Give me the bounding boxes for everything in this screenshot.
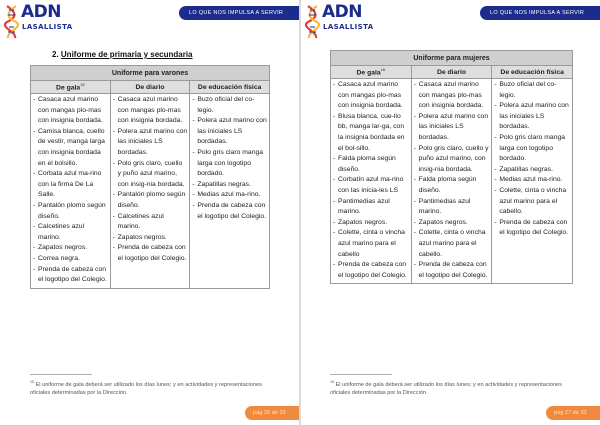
list-item: - Casaca azul marino con mangas plo-mas con insignia bordada.: [33, 95, 108, 127]
list-item: - Blusa blanca, cue-llo bb, manga lar-ga, con la insignia bordada en el bol-sillo.: [333, 112, 409, 154]
list-item: - Pantimedias azul marino.: [333, 197, 409, 218]
list-item: - Medias azul ma-rino.: [494, 175, 570, 186]
table-row: [31, 94, 270, 289]
list-item: - Calcetines azul marino.: [33, 222, 108, 243]
footnote-divider: [30, 374, 92, 375]
section-title: [52, 50, 193, 59]
list-item: - Colette, cinta o vincha azul marino para el cabello.: [414, 228, 490, 260]
header-tagline: LO QUE NOS IMPULSA A SERVIR: [480, 6, 600, 20]
list-item: - Camisa blanca, cuello de vestir, manga larga con insignia bordada en el bolsillo.: [33, 127, 108, 169]
list-item: - Polera azul marino con las iniciales LS bordadas.: [414, 112, 490, 144]
column-header-diario: De diario: [411, 66, 492, 79]
list-item: - Polo gris claro manga larga con logotipo bordado.: [192, 148, 267, 180]
brand-logo: [4, 2, 73, 41]
list-item: - Falda ploma según diseño.: [333, 154, 409, 175]
list-item: - Pantalón plomo según diseño.: [33, 201, 108, 222]
list-item: - Buzo oficial del co-legio.: [192, 95, 267, 116]
list-item: - Calcetines azul marino.: [113, 212, 188, 233]
dna-helix-icon: [4, 5, 20, 39]
list-item: - Casaca azul marino con mangas plo-mas con insignia bordada.: [414, 80, 490, 112]
table-cell-educacion-fisica: [492, 79, 573, 284]
list-item: - Zapatillas negras.: [192, 180, 267, 191]
list-item: - Medias azul ma-rino.: [192, 190, 267, 201]
list-item: - Casaca azul marino con mangas plo-mas con insignia bordada.: [333, 80, 409, 112]
list-item: - Colette, cinta o vincha azul marino para el cabello: [333, 228, 409, 260]
uniform-table-boys: [30, 65, 270, 289]
table-caption: Uniforme para varones: [31, 66, 270, 81]
table-cell-diario: [110, 94, 190, 289]
list-item: - Pantimedias azul marino.: [414, 197, 490, 218]
footnote: $^{15}$ El uniforme de gala deberá ser utilizado los días lunes; y en actividades y representaciones oficiales determinadas por la Dirección.: [30, 380, 262, 396]
uniform-table-girls: [330, 50, 573, 284]
brand-subtitle: LASALLISTA: [22, 23, 73, 31]
footnote-ref: 16: [380, 67, 386, 73]
column-header-diario: De diario: [110, 81, 190, 94]
list-item: - Polera azul marino con las iniciales LS bordadas.: [494, 101, 570, 133]
brand-wordmark: ADN: [322, 2, 362, 22]
table-caption: Uniforme para mujeres: [331, 51, 573, 66]
list-item: - Falda ploma según diseño.: [414, 175, 490, 196]
table-cell-diario: [411, 79, 492, 284]
list-item: - Prenda de cabeza con el logotipo del Colegio.: [494, 218, 570, 239]
list-item: - Prenda de cabeza con el logotipo del Colegio.: [113, 243, 188, 264]
list-item: - Zapatos negros.: [414, 218, 490, 229]
list-item: - Prenda de cabeza con el logotipo del Colegio.: [192, 201, 267, 222]
brand-subtitle: LASALLISTA: [323, 23, 374, 31]
list-item: - Correa negra.: [33, 254, 108, 265]
column-header-educacion-fisica: De educación física: [492, 66, 573, 79]
list-item: - Colette, cinta o vincha azul marino para el cabello.: [494, 186, 570, 218]
column-header-educacion-fisica: De educación física: [190, 81, 270, 94]
table-cell-educacion-fisica: [190, 94, 270, 289]
list-item: - Prenda de cabeza con el logotipo del Colegio.: [414, 260, 490, 281]
list-item: - Polo gris claro, cuello y puño azul marino, con insig-nia bordada.: [113, 159, 188, 191]
section-title-text: Uniforme de primaria y secundaria: [60, 50, 193, 59]
page-left: [0, 0, 299, 425]
list-item: - Polo gris claro, cuello y puño azul marino, con insig-nia bordada.: [414, 144, 490, 176]
footnote-ref: 15: [80, 82, 85, 88]
page-number: pág 27 de 33: [546, 406, 600, 420]
brand-wordmark: ADN: [21, 2, 61, 22]
dna-helix-icon: [305, 5, 321, 39]
section-number: 2.: [52, 50, 59, 59]
table-row: [331, 79, 573, 284]
list-item: - Zapatos negros.: [333, 218, 409, 229]
header-tagline: LO QUE NOS IMPULSA A SERVIR: [179, 6, 299, 20]
brand-logo: [305, 2, 374, 41]
page-number: pág 26 de 33: [245, 406, 299, 420]
list-item: - Prenda de cabeza con el logotipo del Colegio.: [333, 260, 409, 281]
footnote-divider: [330, 374, 392, 375]
list-item: - Polera azul marino con las iniciales LS bordadas.: [192, 116, 267, 148]
page-right: [301, 0, 600, 425]
list-item: - Prenda de cabeza con el logotipo del Colegio.: [33, 265, 108, 286]
table-cell-gala: [31, 94, 111, 289]
table-cell-gala: [331, 79, 412, 284]
list-item: - Casaca azul marino con mangas plo-mas con insignia bordada.: [113, 95, 188, 127]
list-item: - Pantalón plomo según diseño.: [113, 190, 188, 211]
list-item: - Polera azul marino con las iniciales LS bordadas.: [113, 127, 188, 159]
list-item: - Zapatos negros.: [33, 243, 108, 254]
list-item: - Polo gris claro manga larga con logotipo bordado.: [494, 133, 570, 165]
list-item: - Corbata azul ma-rino con la firma De La Salle.: [33, 169, 108, 201]
list-item: - Buzo oficial del co-legio.: [494, 80, 570, 101]
list-item: - Corbatín azul ma-rino con las inicia-les LS: [333, 175, 409, 196]
list-item: - Zapatos negros.: [113, 233, 188, 244]
list-item: - Zapatillas negras.: [494, 165, 570, 176]
footnote: $^{16}$ El uniforme de gala deberá ser utilizado los días lunes; y en actividades y representaciones oficiales determinadas por la Dirección.: [330, 380, 562, 396]
column-header-gala: De gala$^{15}$: [31, 81, 111, 94]
column-header-gala: De gala$^{16}$: [331, 66, 412, 79]
